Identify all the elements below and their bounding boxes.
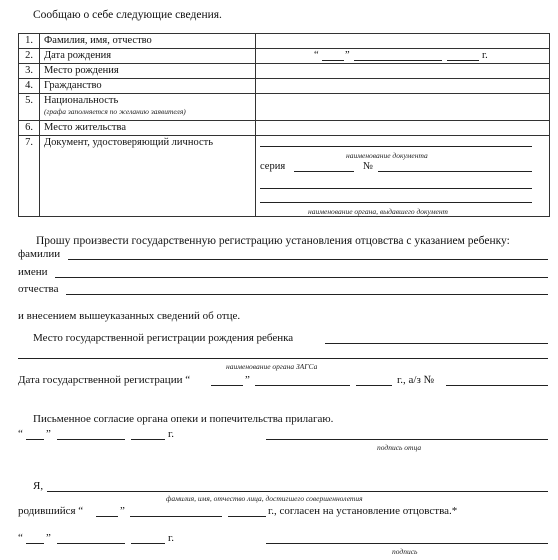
fio-caption: фамилия, имя, отчество лица, достигшего совершеннолетия <box>166 494 363 503</box>
row-number: 5. <box>19 94 40 121</box>
quote-open: “ <box>18 532 23 544</box>
number-label: № <box>363 161 374 172</box>
zags-caption: наименование органа ЗАГСа <box>226 362 318 371</box>
request-text: Прошу произвести государственную регистрацию установления отцовства с указанием ребенку: <box>36 235 510 247</box>
act-number-line[interactable] <box>446 385 548 386</box>
quote-open: “ <box>314 50 319 61</box>
reg-year-act: г., а/з № <box>397 374 435 386</box>
fio-field[interactable] <box>256 34 550 49</box>
birth-place-field[interactable] <box>256 64 550 79</box>
reg-date-label: Дата государственной регистрации “ <box>18 374 191 386</box>
born-label: родившийся “ <box>18 505 84 517</box>
born-tail: г., согласен на установление отцовства.* <box>268 505 458 517</box>
born-close: ” <box>120 505 125 517</box>
birth-place-line-2[interactable] <box>18 358 548 359</box>
nationality-label: Национальность <box>44 95 119 106</box>
patronymic-label: отчества <box>18 283 59 295</box>
father-info-text: и внесением вышеуказанных сведений об отце. <box>18 310 241 322</box>
residence-field[interactable] <box>256 121 550 136</box>
row-label: Место жительства <box>40 121 256 136</box>
row-number: 4. <box>19 79 40 94</box>
patronymic-line[interactable] <box>66 294 548 295</box>
surname-label: фамилии <box>18 248 61 260</box>
quote-close: ” <box>345 50 350 61</box>
birth-place-line[interactable] <box>325 343 548 344</box>
row-number: 6. <box>19 121 40 136</box>
ya-label: Я, <box>33 480 44 492</box>
row-label: Документ, удостоверяющий личность <box>40 136 256 217</box>
table-row <box>19 49 550 64</box>
father-sig-caption: подпись отца <box>377 443 422 452</box>
name-label: имени <box>18 266 48 278</box>
intro-text: Сообщаю о себе следующие сведения. <box>33 9 222 21</box>
birth-date-field[interactable] <box>256 49 550 64</box>
table-row <box>19 94 550 121</box>
nationality-note: (графа заполняется по желанию заявителя) <box>44 107 186 116</box>
table-row <box>19 121 550 136</box>
issuer-caption: наименование органа, выдавшего документ <box>308 207 448 216</box>
table-row <box>19 136 550 217</box>
quote-open: “ <box>18 428 23 440</box>
name-line[interactable] <box>55 277 548 278</box>
surname-line[interactable] <box>68 259 548 260</box>
reg-date-close: ” <box>245 374 250 386</box>
row-number: 1. <box>19 34 40 49</box>
row-number: 7. <box>19 136 40 217</box>
table-row <box>19 34 550 49</box>
sig-caption: подпись <box>392 547 418 556</box>
table-row <box>19 64 550 79</box>
citizenship-field[interactable] <box>256 79 550 94</box>
row-number: 2. <box>19 49 40 64</box>
birth-place-label: Место государственной регистрации рождения ребенка <box>33 332 294 344</box>
row-label: Фамилия, имя, отчество <box>40 34 256 49</box>
year-suffix: г. <box>168 532 175 544</box>
nationality-field[interactable] <box>256 94 550 121</box>
series-label: серия <box>260 161 286 172</box>
row-label: Дата рождения <box>40 49 256 64</box>
quote-close: ” <box>46 428 51 440</box>
consent-text: Письменное согласие органа опеки и попечительства прилагаю. <box>33 413 334 425</box>
table-row <box>19 79 550 94</box>
quote-close: ” <box>46 532 51 544</box>
minor-signature-line[interactable] <box>266 543 548 544</box>
personal-info-table <box>18 33 550 217</box>
row-label: Место рождения <box>40 64 256 79</box>
row-number: 3. <box>19 64 40 79</box>
row-label: Гражданство <box>40 79 256 94</box>
father-signature-line[interactable] <box>266 439 548 440</box>
doc-name-caption: наименование документа <box>346 151 428 160</box>
year-suffix: г. <box>482 50 488 61</box>
identity-document-field[interactable] <box>256 136 550 217</box>
row-label <box>40 94 256 121</box>
year-suffix: г. <box>168 428 175 440</box>
fio-line[interactable] <box>47 491 548 492</box>
